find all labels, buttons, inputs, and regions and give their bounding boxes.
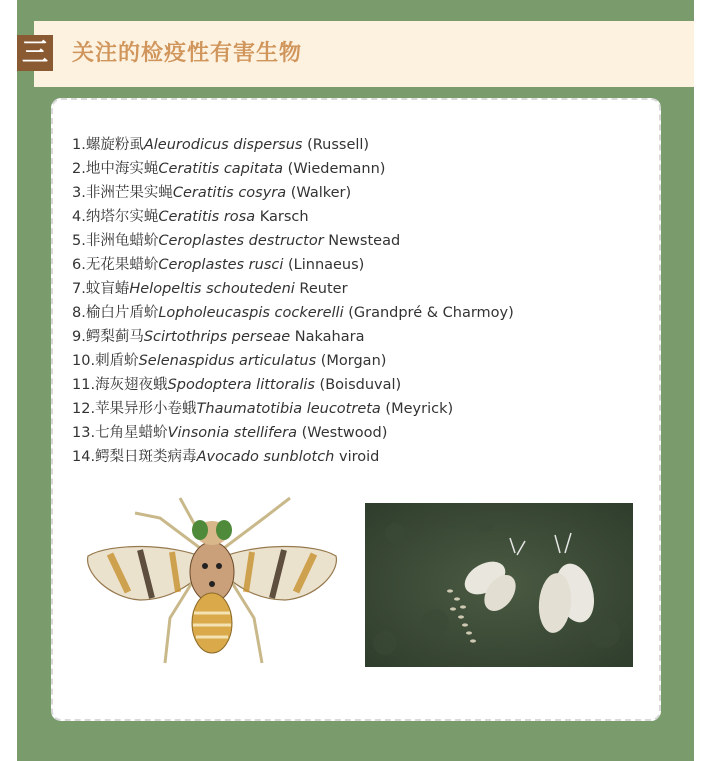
list-item: 10.刺盾蚧Selenaspidus articulatus (Morgan): [72, 353, 387, 369]
list-item: 2.地中海实蝇Ceratitis capitata (Wiedemann): [72, 161, 386, 177]
list-item: 8.榆白片盾蚧Lopholeucaspis cockerelli (Grandpré & Charmoy): [72, 305, 514, 321]
list-item: 11.海灰翅夜蛾Spodoptera littoralis (Boisduval): [72, 377, 402, 393]
pest-list: [72, 135, 514, 471]
list-item: 6.无花果蜡蚧Ceroplastes rusci (Linnaeus): [72, 257, 365, 273]
list-item: 3.非洲芒果实蝇Ceratitis cosyra (Walker): [72, 185, 352, 201]
list-item: 12.苹果异形小卷蛾Thaumatotibia leucotreta (Meyrick): [72, 401, 454, 417]
list-item: 1.螺旋粉虱Aleurodicus dispersus (Russell): [72, 137, 370, 153]
list-item: 13.七角星蜡蚧Vinsonia stellifera (Westwood): [72, 425, 388, 441]
list-item: 14.鳄梨日斑类病毒Avocado sunblotch viroid: [72, 449, 380, 465]
whitefly-photo: [365, 503, 633, 667]
list-item: 4.纳塔尔实蝇Ceratitis rosa Karsch: [72, 209, 309, 225]
list-item: 7.蚊盲蝽Helopeltis schoutedeni Reuter: [72, 281, 348, 297]
fruit-fly-photo: [80, 488, 340, 670]
list-item: 5.非洲龟蜡蚧Ceroplastes destructor Newstead: [72, 233, 401, 249]
section-number-badge: 三: [17, 35, 53, 71]
list-item: 9.鳄梨蓟马Scirtothrips perseae Nakahara: [72, 329, 365, 345]
section-title: 关注的检疫性有害生物: [72, 41, 303, 66]
